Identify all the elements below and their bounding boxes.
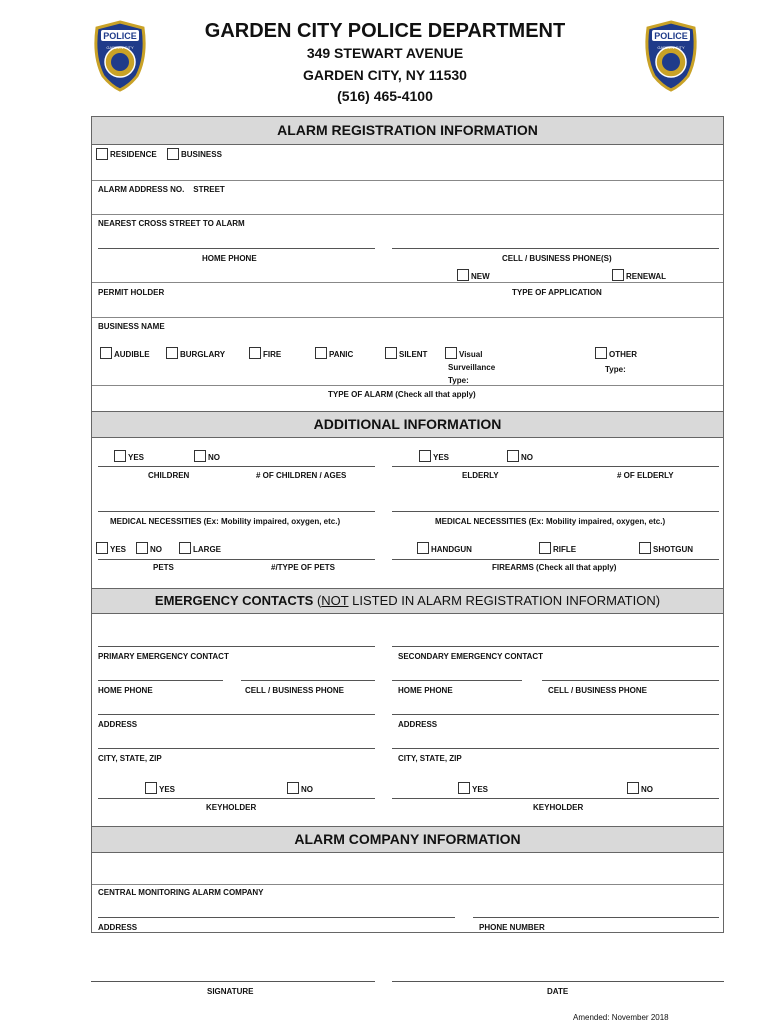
children-no-checkbox[interactable] (194, 450, 206, 462)
children-ages-label: # OF CHILDREN / AGES (256, 471, 347, 480)
pets-large-checkbox[interactable] (179, 542, 191, 554)
new-application-checkbox[interactable] (457, 269, 469, 281)
elderly-label: ELDERLY (462, 471, 499, 480)
elderly-no-label: NO (521, 453, 533, 462)
emergency-title-not: NOT (321, 593, 349, 608)
visual-surveillance-checkbox[interactable] (445, 347, 457, 359)
svg-text:POLICE: POLICE (654, 31, 688, 41)
pets-label: PETS (153, 563, 174, 572)
primary-keyholder-yes-label: YES (159, 785, 176, 794)
secondary-keyholder-label: KEYHOLDER (533, 803, 584, 812)
elderly-no-checkbox[interactable] (507, 450, 519, 462)
svg-text:GARDEN CITY: GARDEN CITY (657, 45, 685, 50)
elderly-yes-label: YES (433, 453, 450, 462)
fire-checkbox[interactable] (249, 347, 261, 359)
pets-yes-label: YES (110, 545, 127, 554)
primary-keyholder-no-label: NO (301, 785, 313, 794)
svg-text:POLICE: POLICE (103, 31, 137, 41)
company-phone-label: PHONE NUMBER (479, 923, 545, 932)
children-yes-checkbox[interactable] (114, 450, 126, 462)
secondary-address-label: ADDRESS (398, 720, 438, 729)
permit-holder-label: PERMIT HOLDER (98, 288, 165, 297)
other-alarm-checkbox[interactable] (595, 347, 607, 359)
medical-left-label: MEDICAL NECESSITIES (Ex: Mobility impaired, oxygen, etc.) (110, 517, 341, 526)
audible-checkbox[interactable] (100, 347, 112, 359)
rifle-checkbox[interactable] (539, 542, 551, 554)
svg-text:GARDEN CITY: GARDEN CITY (106, 45, 134, 50)
secondary-home-phone-label: HOME PHONE (398, 686, 453, 695)
audible-label: AUDIBLE (114, 350, 150, 359)
secondary-contact-label: SECONDARY EMERGENCY CONTACT (398, 652, 544, 661)
pets-type-label: #/TYPE OF PETS (271, 563, 336, 572)
children-yes-label: YES (128, 453, 145, 462)
panic-checkbox[interactable] (315, 347, 327, 359)
visual-type-label: Type: (448, 376, 469, 385)
primary-cell-phone-label: CELL / BUSINESS PHONE (245, 686, 344, 695)
pets-large-label: LARGE (193, 545, 221, 554)
additional-section-header: ADDITIONAL INFORMATION (92, 411, 723, 438)
alarm-section-header: ALARM REGISTRATION INFORMATION (92, 117, 723, 145)
emergency-title-rest: LISTED IN ALARM REGISTRATION INFORMATION) (348, 593, 661, 608)
business-label: BUSINESS (181, 150, 222, 159)
registration-form (91, 116, 724, 933)
surveillance-label: Surveillance (448, 363, 496, 372)
secondary-keyholder-yes-label: YES (472, 785, 489, 794)
rifle-label: RIFLE (553, 545, 577, 554)
silent-label: SILENT (399, 350, 428, 359)
visual-label: Visual (459, 350, 483, 359)
primary-city-label: CITY, STATE, ZIP (98, 754, 162, 763)
residence-label: RESIDENCE (110, 150, 157, 159)
business-checkbox[interactable] (167, 148, 179, 160)
num-elderly-label: # OF ELDERLY (617, 471, 674, 480)
date-label: DATE (547, 987, 569, 996)
shotgun-checkbox[interactable] (639, 542, 651, 554)
handgun-checkbox[interactable] (417, 542, 429, 554)
primary-keyholder-label: KEYHOLDER (206, 803, 257, 812)
amended-note: Amended: November 2018 (573, 1013, 669, 1022)
fire-label: FIRE (263, 350, 282, 359)
primary-keyholder-no-checkbox[interactable] (287, 782, 299, 794)
emergency-title-bold: EMERGENCY CONTACTS (154, 593, 314, 608)
department-phone: (516) 465-4100 (337, 88, 433, 104)
secondary-keyholder-no-label: NO (641, 785, 653, 794)
shotgun-label: SHOTGUN (653, 545, 693, 554)
panic-label: PANIC (329, 350, 354, 359)
primary-home-phone-label: HOME PHONE (98, 686, 153, 695)
secondary-keyholder-yes-checkbox[interactable] (458, 782, 470, 794)
alarm-address-label: ALARM ADDRESS NO. STREET (98, 185, 225, 194)
children-label: CHILDREN (148, 471, 190, 480)
emergency-section-header (92, 588, 723, 614)
elderly-yes-checkbox[interactable] (419, 450, 431, 462)
new-label: NEW (471, 272, 490, 281)
renewal-label: RENEWAL (626, 272, 666, 281)
burglary-label: BURGLARY (180, 350, 226, 359)
secondary-cell-phone-label: CELL / BUSINESS PHONE (548, 686, 647, 695)
firearms-label: FIREARMS (Check all that apply) (492, 563, 617, 572)
department-address: 349 STEWART AVENUE (306, 45, 464, 61)
cell-phone-label: CELL / BUSINESS PHONE(S) (502, 254, 612, 263)
renewal-checkbox[interactable] (612, 269, 624, 281)
pets-no-label: NO (150, 545, 162, 554)
children-no-label: NO (208, 453, 220, 462)
application-type-label: TYPE OF APPLICATION (512, 288, 602, 297)
primary-keyholder-yes-checkbox[interactable] (145, 782, 157, 794)
residence-checkbox[interactable] (96, 148, 108, 160)
medical-right-label: MEDICAL NECESSITIES (Ex: Mobility impaired, oxygen, etc.) (435, 517, 666, 526)
company-section-header: ALARM COMPANY INFORMATION (92, 826, 723, 853)
burglary-checkbox[interactable] (166, 347, 178, 359)
central-monitoring-label: CENTRAL MONITORING ALARM COMPANY (98, 888, 264, 897)
silent-checkbox[interactable] (385, 347, 397, 359)
company-address-label: ADDRESS (98, 923, 138, 932)
alarm-type-caption: TYPE OF ALARM (Check all that apply) (328, 390, 476, 399)
pets-yes-checkbox[interactable] (96, 542, 108, 554)
emergency-title-open: ( (313, 593, 322, 608)
secondary-city-label: CITY, STATE, ZIP (398, 754, 462, 763)
other-label: OTHER (609, 350, 637, 359)
other-type-label: Type: (605, 365, 626, 374)
business-name-label: BUSINESS NAME (98, 322, 165, 331)
primary-address-label: ADDRESS (98, 720, 138, 729)
home-phone-label: HOME PHONE (202, 254, 257, 263)
pets-no-checkbox[interactable] (136, 542, 148, 554)
page-title: GARDEN CITY POLICE DEPARTMENT (204, 20, 566, 42)
department-city: GARDEN CITY, NY 11530 (303, 67, 467, 83)
signature-label: SIGNATURE (207, 987, 254, 996)
handgun-label: HANDGUN (431, 545, 472, 554)
secondary-keyholder-no-checkbox[interactable] (627, 782, 639, 794)
primary-contact-label: PRIMARY EMERGENCY CONTACT (98, 652, 229, 661)
cross-street-label: NEAREST CROSS STREET TO ALARM (98, 219, 245, 228)
